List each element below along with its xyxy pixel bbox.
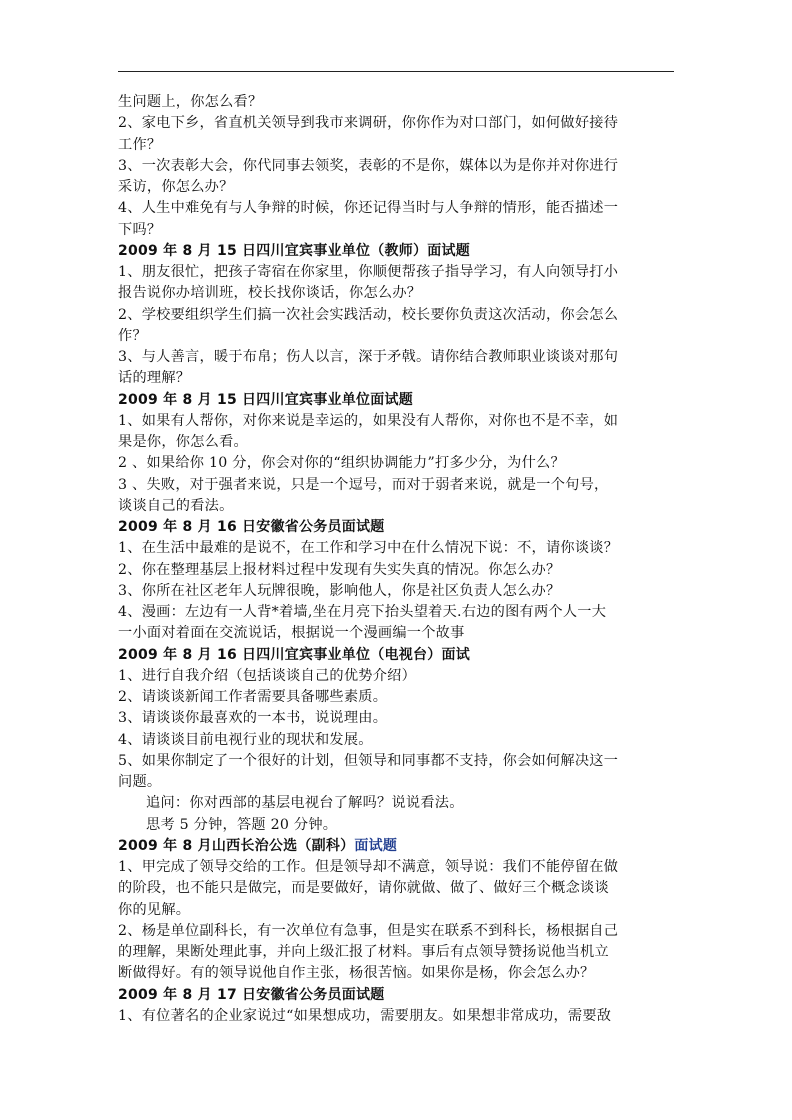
section-heading bbox=[118, 836, 678, 857]
section-heading bbox=[118, 390, 678, 411]
line-text: 5、如果你制定了一个很好的计划，但领导和同事都不支持，你会如何解决这一 bbox=[118, 752, 619, 769]
line-text: 的理解，果断处理此事，并向上级汇报了材料。事后有点领导赞扬说他当机立 bbox=[118, 944, 609, 960]
line-text: 3、请谈谈你最喜欢的一本书，说说理由。 bbox=[118, 710, 388, 727]
text-line bbox=[118, 666, 678, 687]
line-text: 话的理解？ bbox=[118, 370, 191, 387]
line-text: 2、你在整理基层上报材料过程中发现有失实失真的情况。你怎么办？ bbox=[118, 561, 561, 578]
text-line bbox=[118, 963, 678, 984]
line-text: 追问：你对西部的基层电视台了解吗？说说看法。 bbox=[146, 795, 464, 812]
line-text: 2009 年 8 月 15 日四川宜宾事业单位面试题 bbox=[118, 391, 414, 408]
line-text: 1、甲完成了领导交给的工作。但是领导却不满意，领导说：我们不能停留在做 bbox=[118, 859, 619, 875]
line-text: 作？ bbox=[118, 327, 147, 344]
text-line bbox=[118, 900, 678, 921]
text-line bbox=[118, 921, 678, 942]
line-text: 的阶段，也不能只是做完，而是要做好，请你就做、做了、做好三个概念谈谈 bbox=[118, 880, 609, 897]
text-line bbox=[118, 347, 678, 368]
text-line bbox=[118, 113, 678, 134]
text-line bbox=[118, 602, 678, 623]
text-line bbox=[118, 432, 678, 453]
line-text: 断做得好。有的领导说他自作主张，杨很苦恼。如果你是杨，你会怎么办？ bbox=[118, 965, 595, 982]
line-text: 4、请谈谈目前电视行业的现状和发展。 bbox=[118, 731, 373, 748]
document-body bbox=[118, 92, 678, 1027]
line-text: 思考 5 分钟，答题 20 分钟。 bbox=[146, 816, 338, 833]
section-heading bbox=[118, 645, 678, 666]
line-text: 报告说你办培训班，校长找你谈话，你怎么办？ bbox=[118, 285, 422, 302]
text-line bbox=[118, 135, 678, 156]
text-line bbox=[118, 560, 678, 581]
line-text: 3、你所在社区老年人玩牌很晚，影响他人，你是社区负责人怎么办？ bbox=[118, 582, 561, 599]
text-line bbox=[118, 708, 678, 729]
text-line bbox=[118, 857, 678, 878]
line-text: 2、请谈谈新闻工作者需要具备哪些素质。 bbox=[118, 689, 388, 705]
text-line bbox=[118, 793, 678, 814]
text-line bbox=[118, 623, 678, 644]
line-text: 1、朋友很忙，把孩子寄宿在你家里，你顺便帮孩子指导学习，有人向领导打小 bbox=[118, 264, 619, 280]
line-text: 生问题上，你怎么看？ bbox=[118, 94, 263, 110]
line-text: 4、人生中难免有与人争辩的时候，你还记得当时与人争辩的情形，能否描述一 bbox=[118, 200, 619, 217]
line-text: 1、有位著名的企业家说过“如果想成功，需要朋友。如果想非常成功，需要敌 bbox=[118, 1007, 612, 1024]
line-text: 采访，你怎么办？ bbox=[118, 179, 234, 195]
text-line bbox=[118, 283, 678, 304]
text-line bbox=[118, 687, 678, 708]
text-line bbox=[118, 538, 678, 559]
text-line bbox=[118, 262, 678, 283]
text-line bbox=[118, 220, 678, 241]
line-text: 2009 年 8 月 16 日安徽省公务员面试题 bbox=[118, 519, 385, 535]
text-line bbox=[118, 730, 678, 751]
line-text: 果是你，你怎么看。 bbox=[118, 434, 248, 450]
line-text: 1、如果有人帮你，对你来说是幸运的，如果没有人帮你，对你也不是不幸，如 bbox=[118, 412, 619, 429]
text-line bbox=[118, 1006, 678, 1027]
line-text: 1、在生活中最难的是说不，在工作和学习中在什么情况下说：不，请你谈谈？ bbox=[118, 540, 619, 557]
section-heading bbox=[118, 985, 678, 1006]
line-text: 3、一次表彰大会，你代同事去领奖，表彰的不是你，媒体以为是你并对你进行 bbox=[118, 157, 619, 174]
line-text: 2、杨是单位副科长，有一次单位有急事，但是实在联系不到科长，杨根据自己 bbox=[118, 922, 619, 939]
text-line bbox=[118, 751, 678, 772]
text-line bbox=[118, 496, 678, 517]
text-line bbox=[118, 156, 678, 177]
line-text: 2009 年 8 月 15 日四川宜宾事业单位（教师）面试题 bbox=[118, 242, 471, 259]
text-line bbox=[118, 942, 678, 963]
line-text: 2、学校要组织学生们搞一次社会实践活动，校长要你负责这次活动，你会怎么 bbox=[118, 306, 619, 323]
text-line bbox=[118, 198, 678, 219]
line-text: 问题。 bbox=[118, 774, 162, 790]
text-line bbox=[118, 815, 678, 836]
header-rule bbox=[118, 71, 674, 72]
line-text: 3、与人善言，暖于布帛；伤人以言，深于矛戟。请你结合教师职业谈谈对那句 bbox=[118, 349, 619, 365]
text-line bbox=[118, 411, 678, 432]
section-heading bbox=[118, 517, 678, 538]
text-line bbox=[118, 177, 678, 198]
line-text: 2009 年 8 月 16 日四川宜宾事业单位（电视台）面试 bbox=[118, 646, 471, 663]
line-text: 2009 年 8 月山西长治公选（副科） bbox=[118, 837, 355, 854]
text-line bbox=[118, 581, 678, 602]
line-text: 你的见解。 bbox=[118, 901, 191, 918]
text-line bbox=[118, 453, 678, 474]
text-line bbox=[118, 475, 678, 496]
line-text: 工作？ bbox=[118, 136, 162, 153]
text-line bbox=[118, 878, 678, 899]
line-text: 下吗？ bbox=[118, 221, 162, 238]
text-line bbox=[118, 305, 678, 326]
line-text: 4、漫画：左边有一人背*着墙,坐在月亮下抬头望着天.右边的图有两个人一大 bbox=[118, 604, 607, 620]
text-line bbox=[118, 326, 678, 347]
line-text: 谈谈自己的看法。 bbox=[118, 497, 234, 514]
text-line bbox=[118, 368, 678, 389]
text-line bbox=[118, 772, 678, 793]
line-text: 1、进行自我介绍（包括谈谈自己的优势介绍） bbox=[118, 667, 417, 684]
text-line bbox=[118, 92, 678, 113]
section-heading bbox=[118, 241, 678, 262]
line-text: 2009 年 8 月 17 日安徽省公务员面试题 bbox=[118, 986, 385, 1003]
line-text: 一小面对着面在交流说话，根据说一个漫画编一个故事 bbox=[118, 625, 465, 642]
line-text: 2 、如果给你 10 分，你会对你的“组织协调能力”打多少分，为什么？ bbox=[118, 455, 565, 472]
line-text: 3 、失败，对于强者来说，只是一个逗号，而对于弱者来说，就是一个句号， bbox=[118, 476, 609, 493]
heading-suffix: 面试题 bbox=[354, 837, 398, 854]
line-text: 2、家电下乡，省直机关领导到我市来调研，你你作为对口部门，如何做好接待 bbox=[118, 115, 619, 132]
